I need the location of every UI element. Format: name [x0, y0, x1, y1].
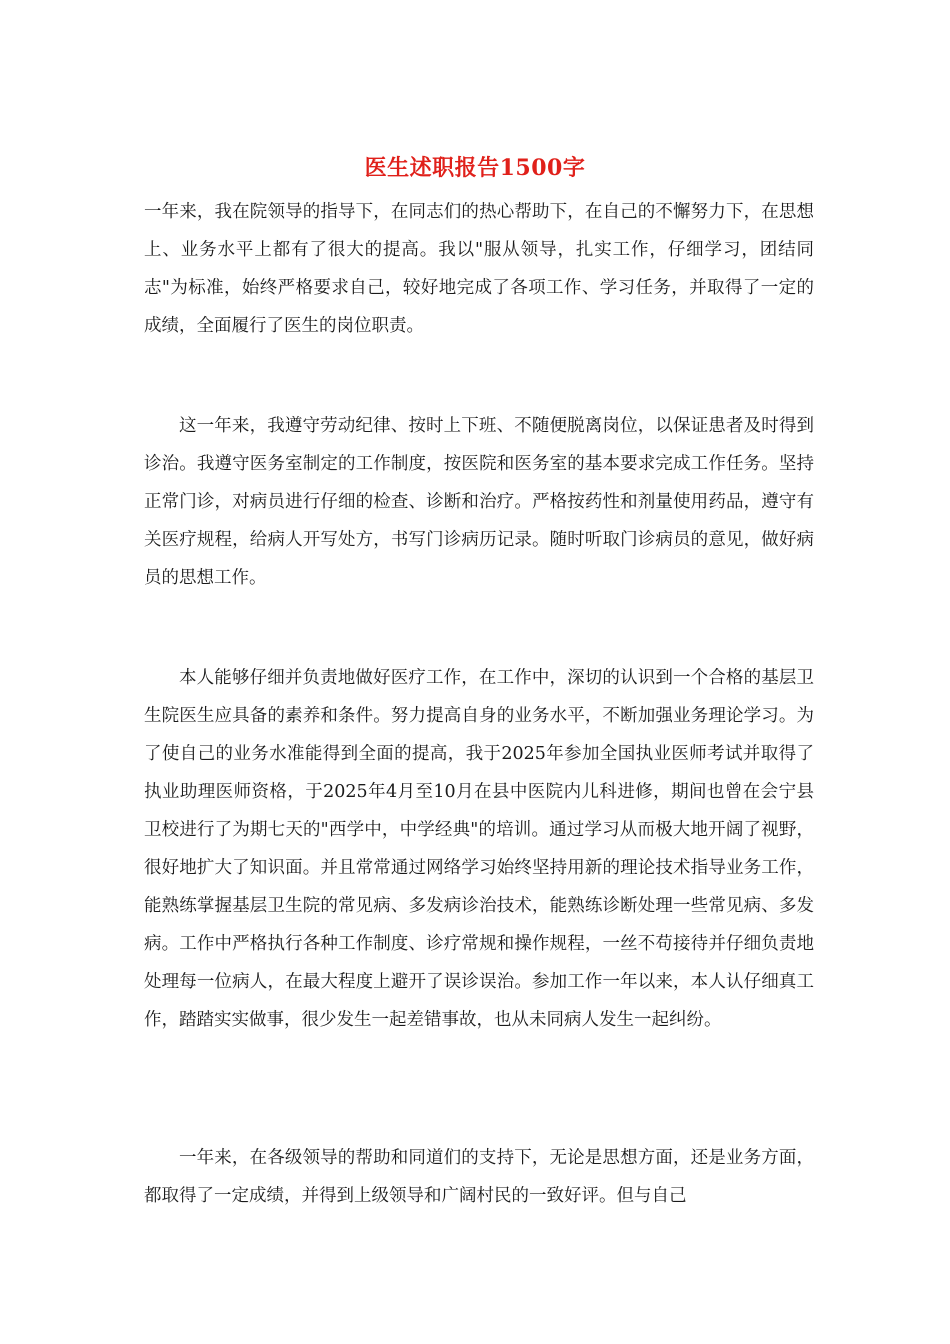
- paragraph-2: 这一年来，我遵守劳动纪律、按时上下班、不随便脱离岗位，以保证患者及时得到诊治。我遵守医务室制定的工作制度，按医院和医务室的基本要求完成工作任务。坚持正常门诊，对病员进行仔细的检查、诊断和治疗。严格按药性和剂量使用药品，遵守有关医疗规程，给病人开写处方，书写门诊病历记录。随时听取门诊病员的意见，做好病员的思想工作。: [144, 416, 814, 588]
- paragraph-3: 本人能够仔细并负责地做好医疗工作，在工作中，深切的认识到一个合格的基层卫生院医生应具备的素养和条件。努力提高自身的业务水平，不断加强业务理论学习。为了使自己的业务水准能得到全面的提高，我于2025年参加全国执业医师考试并取得了执业助理医师资格，于2025年4月至10月在县中医院内儿科进修，期间也曾在会宁县卫校进行了为期七天的"西学中，中学经典"的培训。通过学习从而极大地开阔了视野，很好地扩大了知识面。并且常常通过网络学习始终坚持用新的理论技术指导业务工作，能熟练掌握基层卫生院的常见病、多发病诊治技术，能熟练诊断处理一些常见病、多发病。工作中严格执行各种工作制度、诊疗常规和操作规程，一丝不苟接待并仔细负责地处理每一位病人，在最大程度上避开了误诊误治。参加工作一年以来，本人认仔细真工作，踏踏实实做事，很少发生一起差错事故，也从未同病人发生一起纠纷。: [144, 668, 814, 1030]
- paragraph-4: 一年来，在各级领导的帮助和同道们的支持下，无论是思想方面，还是业务方面，都取得了一定成绩，并得到上级领导和广阔村民的一致好评。但与自己: [144, 1148, 814, 1206]
- document-title: 医生述职报告1500字: [364, 155, 586, 181]
- paragraph-1: 一年来，我在院领导的指导下，在同志们的热心帮助下，在自己的不懈努力下，在思想上、业务水平上都有了很大的提高。我以"服从领导，扎实工作，仔细学习，团结同志"为标准，始终严格要求自己，较好地完成了各项工作、学习任务，并取得了一定的成绩，全面履行了医生的岗位职责。: [144, 202, 814, 336]
